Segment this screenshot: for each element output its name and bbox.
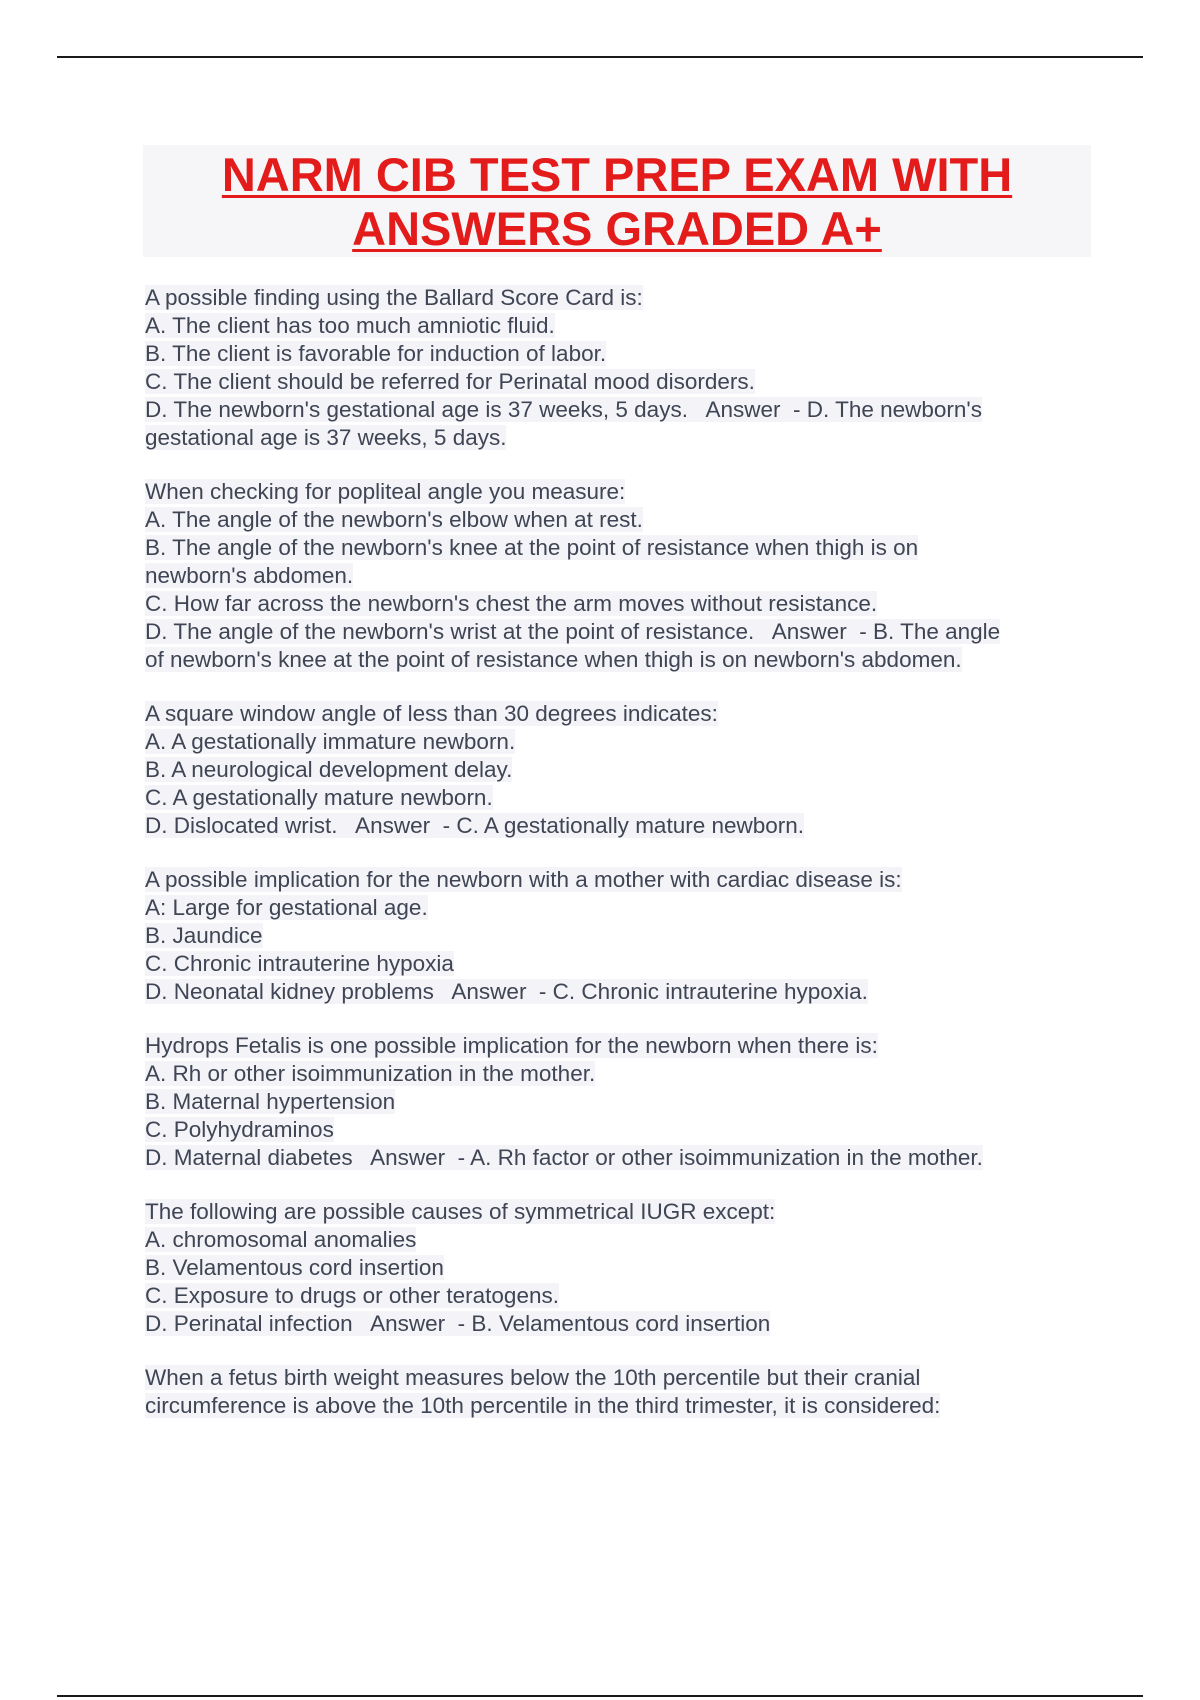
line-text: D. Dislocated wrist. Answer - C. A gestationally mature newborn. [145,813,805,838]
answer-line [145,1116,1085,1144]
line-text: A. Rh or other isoimmunization in the mother. [145,1061,596,1086]
line-text: A. The client has too much amniotic fluid. [145,313,555,338]
line-text: B. Maternal hypertension [145,1089,396,1114]
line-text: of newborn's knee at the point of resistance when thigh is on newborn's abdomen. [145,647,962,672]
answer-line [145,340,1085,368]
answer-line [145,922,1085,950]
answer-line [145,1254,1085,1282]
answer-line [145,978,1085,1006]
line-text: A. The angle of the newborn's elbow when at rest. [145,507,643,532]
line-text: D. Maternal diabetes Answer - A. Rh factor or other isoimmunization in the mother. [145,1145,983,1170]
line-text: Hydrops Fetalis is one possible implication for the newborn when there is: [145,1033,878,1058]
answer-line [145,1226,1085,1254]
answer-line [145,728,1085,756]
line-text: D. The angle of the newborn's wrist at the point of resistance. Answer - B. The angle [145,619,1001,644]
line-text: C. The client should be referred for Perinatal mood disorders. [145,369,755,394]
question-text [145,1364,1085,1392]
line-text: A square window angle of less than 30 degrees indicates: [145,701,718,726]
bottom-rule [57,1695,1143,1697]
line-text: B. Jaundice [145,923,263,948]
answer-line [145,562,1085,590]
answer-line [145,784,1085,812]
question-text [145,284,1085,312]
line-text: A possible implication for the newborn with a mother with cardiac disease is: [145,867,902,892]
title-banner [143,145,1091,257]
line-text: gestational age is 37 weeks, 5 days. [145,425,507,450]
question-text [145,700,1085,728]
line-text: A. A gestationally immature newborn. [145,729,516,754]
answer-line [145,1282,1085,1310]
line-text: D. Perinatal infection Answer - B. Velamentous cord insertion [145,1311,771,1336]
question-block [145,1032,1085,1172]
line-text: A: Large for gestational age. [145,895,428,920]
line-text: When checking for popliteal angle you measure: [145,479,626,504]
answer-line [145,950,1085,978]
page-title [143,145,1091,256]
line-text: D. The newborn's gestational age is 37 weeks, 5 days. Answer - D. The newborn's [145,397,982,422]
line-text: D. Neonatal kidney problems Answer - C. Chronic intrauterine hypoxia. [145,979,868,1004]
line-text: B. Velamentous cord insertion [145,1255,444,1280]
answer-line [145,894,1085,922]
question-text [145,1032,1085,1060]
answer-line [145,756,1085,784]
line-text: C. A gestationally mature newborn. [145,785,493,810]
line-text: B. The angle of the newborn's knee at the point of resistance when thigh is on [145,535,919,560]
question-block [145,1364,1085,1420]
question-block [145,700,1085,840]
line-text: A possible finding using the Ballard Score Card is: [145,285,643,310]
line-text: C. Polyhydraminos [145,1117,334,1142]
question-block [145,866,1085,1006]
answer-line [145,424,1085,452]
line-text: C. Exposure to drugs or other teratogens. [145,1283,559,1308]
title-line-2: ANSWERS GRADED A+ [352,202,882,255]
line-text: A. chromosomal anomalies [145,1227,417,1252]
question-text [145,478,1085,506]
answer-line [145,368,1085,396]
answer-line [145,506,1085,534]
answer-line [145,1392,1085,1420]
answer-line [145,534,1085,562]
answer-line [145,312,1085,340]
answer-line [145,396,1085,424]
line-text: circumference is above the 10th percentile in the third trimester, it is considered: [145,1393,941,1418]
question-text [145,1198,1085,1226]
question-block [145,1198,1085,1338]
answer-line [145,812,1085,840]
answer-line [145,590,1085,618]
question-block [145,478,1085,674]
line-text: B. The client is favorable for induction of labor. [145,341,607,366]
question-text [145,866,1085,894]
title-line-1: NARM CIB TEST PREP EXAM WITH [221,148,1013,201]
answer-line [145,1310,1085,1338]
line-text: B. A neurological development delay. [145,757,513,782]
answer-line [145,1060,1085,1088]
answer-line [145,1088,1085,1116]
line-text: The following are possible causes of symmetrical IUGR except: [145,1199,776,1224]
line-text: C. Chronic intrauterine hypoxia [145,951,454,976]
question-list [145,284,1085,1446]
top-rule [57,56,1143,58]
line-text: newborn's abdomen. [145,563,354,588]
line-text: C. How far across the newborn's chest the arm moves without resistance. [145,591,878,616]
line-text: When a fetus birth weight measures below the 10th percentile but their cranial [145,1365,921,1390]
question-block [145,284,1085,452]
answer-line [145,646,1085,674]
answer-line [145,1144,1085,1172]
answer-line [145,618,1085,646]
